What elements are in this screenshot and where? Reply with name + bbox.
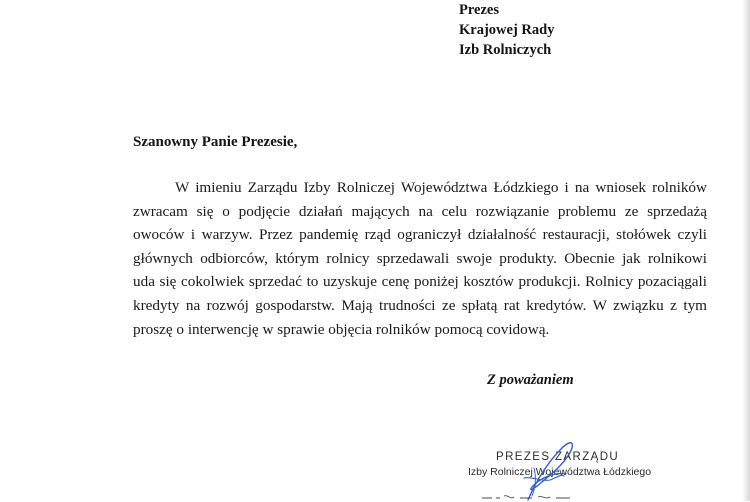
- body-line: owoców i warzyw. Przez pandemię rząd ograniczył działalność restauracji, stołówek czyli: [133, 226, 707, 244]
- stamp-organization: Izby Rolniczej Województwa Łódzkiego: [468, 466, 652, 478]
- letter-body: [133, 176, 707, 341]
- body-line: W imieniu Zarządu Izby Rolniczej Województwa Łódzkiego i na wniosek rolników: [175, 179, 707, 196]
- recipient-line-chambers: Izb Rolniczych: [459, 42, 552, 58]
- body-line: proszę o interwencję w sprawie objęcia rolników pomocą covidową.: [133, 320, 550, 338]
- recipient-block: [459, 0, 554, 60]
- body-line: zwracam się o podjęcie działań mających na celu rozwiązanie problemu ze sprzedażą: [133, 202, 707, 220]
- recipient-line-title: Prezes: [459, 2, 499, 18]
- page-edge-shadow: [742, 0, 750, 501]
- recipient-line-council: Krajowej Rady: [459, 22, 555, 38]
- body-line: głównych odbiorców, którym rolnicy sprzedawali swoje produkty. Obecnie jak rolnikowi: [133, 249, 707, 267]
- body-line: uda się cokolwiek sprzedać to uzyskuje cenę poniżej kosztów produkcji. Rolnicy pozaciągali: [133, 273, 707, 291]
- salutation: Szanowny Panie Prezesie,: [133, 134, 298, 150]
- closing-phrase: Z poważaniem: [487, 372, 574, 388]
- body-line: kredyty na rozwój gospodarstw. Mają trudności ze spłatą rat kredytów. W związku z tym: [133, 296, 707, 314]
- stamp-title: PREZES ZARZĄDU: [496, 451, 620, 463]
